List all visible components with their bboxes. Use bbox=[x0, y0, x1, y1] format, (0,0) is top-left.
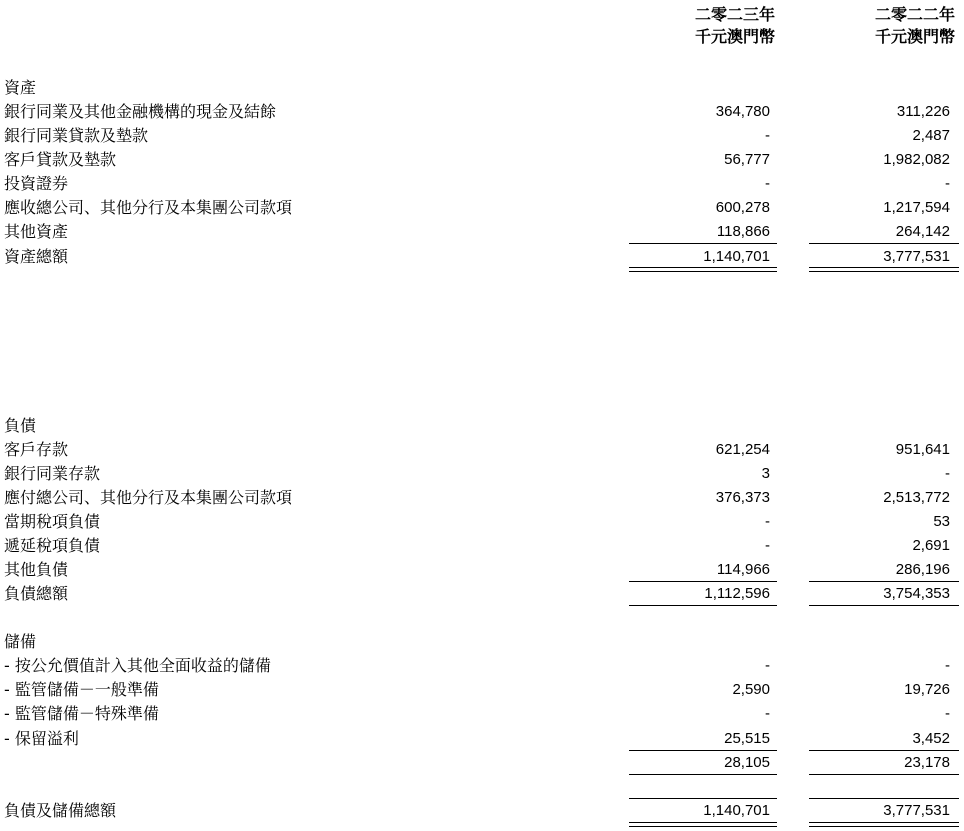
row-label: 其他負債 bbox=[4, 560, 69, 579]
double-underline bbox=[809, 267, 959, 272]
value-2023: 364,780 bbox=[715, 103, 770, 120]
value-2022: 3,777,531 bbox=[883, 248, 950, 265]
value-2023: 118,866 bbox=[716, 223, 770, 240]
row-label: 應付總公司、其他分行及本集團公司款項 bbox=[4, 488, 293, 507]
row-label: 銀行同業貸款及墊款 bbox=[4, 126, 149, 145]
value-2022: 1,982,082 bbox=[883, 151, 950, 168]
value-2023: 25,515 bbox=[724, 730, 770, 747]
table-row bbox=[0, 510, 964, 534]
value-2023: 1,140,701 bbox=[703, 802, 770, 819]
total-underline bbox=[809, 605, 959, 606]
grand-total-row bbox=[0, 799, 964, 823]
value-2022: 19,726 bbox=[904, 681, 950, 698]
table-row bbox=[0, 438, 964, 462]
row-label: 其他資產 bbox=[4, 222, 69, 241]
reserves-section-title-row bbox=[0, 630, 964, 654]
section-title-assets: 資產 bbox=[4, 78, 37, 97]
value-2023: - bbox=[765, 513, 770, 530]
col1-unit: 千元澳門幣 bbox=[694, 27, 775, 46]
value-2022: 3,777,531 bbox=[883, 802, 950, 819]
double-underline bbox=[629, 822, 777, 827]
table-row bbox=[0, 220, 964, 244]
table-row bbox=[0, 124, 964, 148]
value-2022: 53 bbox=[933, 513, 950, 530]
row-label: 負債總額 bbox=[4, 584, 69, 603]
col2-year: 二零二二年 bbox=[874, 5, 955, 24]
assets-section-title-row bbox=[0, 76, 964, 100]
table-row bbox=[0, 486, 964, 510]
value-2022: - bbox=[945, 705, 950, 722]
table-row bbox=[0, 462, 964, 486]
subtotal-row-reserves bbox=[0, 751, 964, 775]
value-2023: 56,777 bbox=[724, 151, 770, 168]
row-label: 應收總公司、其他分行及本集團公司款項 bbox=[4, 198, 293, 217]
table-row bbox=[0, 148, 964, 172]
liabilities-section-title-row bbox=[0, 414, 964, 438]
value-2023: 1,140,701 bbox=[703, 248, 770, 265]
double-underline bbox=[809, 822, 959, 827]
col2-header bbox=[805, 4, 955, 48]
value-2023: - bbox=[765, 127, 770, 144]
table-row bbox=[0, 196, 964, 220]
value-2023: 621,254 bbox=[715, 441, 770, 458]
total-row-liabilities bbox=[0, 582, 964, 606]
col1-year: 二零二三年 bbox=[694, 5, 775, 24]
value-2022: 3,452 bbox=[912, 730, 950, 747]
value-2023: 114,966 bbox=[716, 561, 770, 578]
value-2022: - bbox=[945, 175, 950, 192]
row-label: 資產總額 bbox=[4, 247, 69, 266]
value-2022: 1,217,594 bbox=[883, 199, 950, 216]
table-row bbox=[0, 678, 964, 702]
row-label: - 監管儲備－特殊準備 bbox=[4, 704, 159, 723]
section-title-liabilities: 負債 bbox=[4, 416, 37, 435]
value-2023: - bbox=[765, 705, 770, 722]
value-2023: - bbox=[765, 175, 770, 192]
table-row bbox=[0, 654, 964, 678]
table-row bbox=[0, 558, 964, 582]
value-2022: 951,641 bbox=[895, 441, 950, 458]
value-2022: 264,142 bbox=[895, 223, 950, 240]
value-2022: 2,487 bbox=[912, 127, 950, 144]
total-underline bbox=[629, 605, 777, 606]
subtotal-rule bbox=[809, 243, 959, 244]
row-label: - 監管儲備－一般準備 bbox=[4, 680, 159, 699]
col2-unit: 千元澳門幣 bbox=[874, 27, 955, 46]
value-2022: 311,226 bbox=[896, 103, 950, 120]
value-2022: 2,513,772 bbox=[883, 489, 950, 506]
table-row bbox=[0, 100, 964, 124]
table-row bbox=[0, 172, 964, 196]
row-label: - 按公允價值計入其他全面收益的儲備 bbox=[4, 656, 271, 675]
value-2023: 1,112,596 bbox=[704, 585, 770, 602]
subtotal-underline bbox=[809, 774, 959, 775]
value-2023: 3 bbox=[761, 465, 770, 482]
value-2023: - bbox=[765, 657, 770, 674]
section-title-reserves: 儲備 bbox=[4, 632, 37, 651]
value-2022: 286,196 bbox=[895, 561, 950, 578]
row-label: 銀行同業存款 bbox=[4, 464, 101, 483]
row-label: 客戶存款 bbox=[4, 440, 69, 459]
value-2023: 600,278 bbox=[715, 199, 770, 216]
subtotal-underline bbox=[629, 774, 777, 775]
value-2023: 2,590 bbox=[732, 681, 770, 698]
value-2022: 23,178 bbox=[904, 754, 950, 771]
value-2022: 3,754,353 bbox=[883, 585, 950, 602]
table-row bbox=[0, 534, 964, 558]
col1-header bbox=[629, 4, 775, 48]
total-row-assets bbox=[0, 245, 964, 269]
row-label: 客戶貸款及墊款 bbox=[4, 150, 117, 169]
row-label: - 保留溢利 bbox=[4, 729, 79, 748]
row-label: 遞延稅項負債 bbox=[4, 536, 101, 555]
value-2022: - bbox=[945, 465, 950, 482]
value-2023: - bbox=[765, 537, 770, 554]
subtotal-rule bbox=[629, 243, 777, 244]
row-label: 投資證券 bbox=[4, 174, 69, 193]
table-row bbox=[0, 702, 964, 726]
double-underline bbox=[629, 267, 777, 272]
row-label: 負債及儲備總額 bbox=[4, 801, 117, 820]
value-2023: 28,105 bbox=[724, 754, 770, 771]
row-label: 銀行同業及其他金融機構的現金及結餘 bbox=[4, 102, 277, 121]
row-label: 當期稅項負債 bbox=[4, 512, 101, 531]
table-row bbox=[0, 727, 964, 751]
value-2023: 376,373 bbox=[715, 489, 770, 506]
value-2022: 2,691 bbox=[912, 537, 950, 554]
value-2022: - bbox=[945, 657, 950, 674]
